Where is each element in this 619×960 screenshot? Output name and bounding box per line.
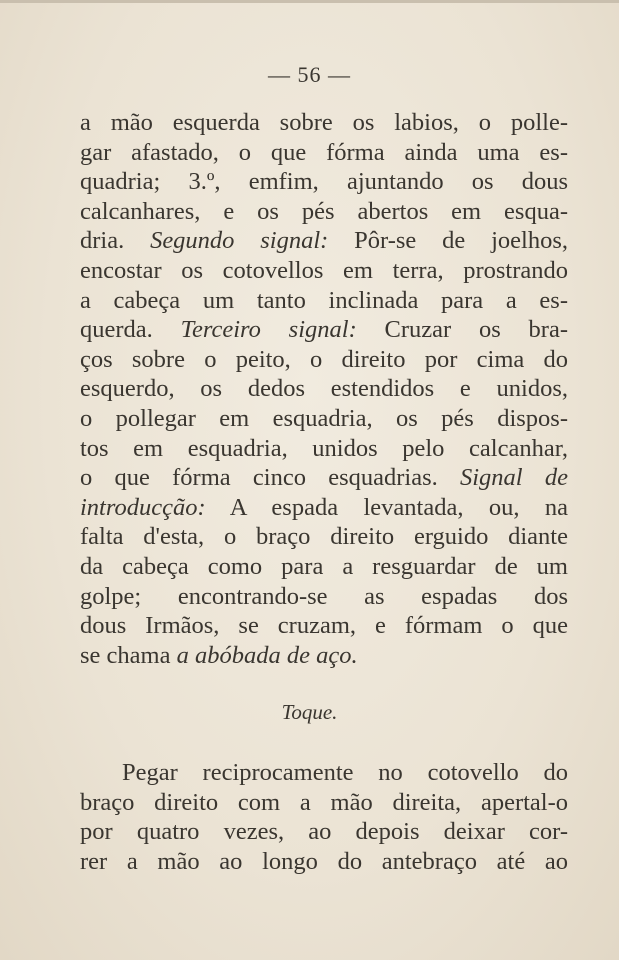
text-line: o que fórma cinco esquadrias. Signal de — [80, 464, 568, 492]
text-line: calcanhares, e os pés abertos em esqua- — [80, 197, 568, 225]
text-line: por quatro vezes, ao depois deixar cor- — [80, 818, 568, 846]
text-line: gar afastado, o que fórma ainda uma es- — [80, 138, 568, 166]
text-line: a cabeça um tanto inclinada para a es- — [80, 286, 568, 314]
page-top-edge — [0, 0, 619, 3]
paragraph-toque — [80, 758, 568, 876]
italic-term: introducção: — [80, 493, 206, 521]
text-line: golpe; encontrando-se as espadas dos — [80, 582, 568, 610]
page-number: — 56 — — [268, 62, 351, 87]
text-line: falta d'esta, o braço direito erguido diante — [80, 523, 568, 551]
italic-term: Signal de — [460, 464, 568, 492]
text-line: o pollegar em esquadria, os pés dispos- — [80, 404, 568, 432]
italic-term: a abóbada de aço. — [176, 641, 358, 669]
text-line: Pegar reciprocamente no cotovello do — [122, 759, 568, 786]
section-title: Toque. — [281, 700, 338, 724]
text-line: da cabeça como para a resguardar de um — [80, 552, 568, 580]
italic-term: Segundo signal: — [150, 227, 329, 255]
text-line: braço direito com a mão direita, apertal-o — [80, 788, 568, 816]
text-line: ços sobre o peito, o direito por cima do — [80, 345, 568, 373]
text-line: esquerdo, os dedos estendidos e unidos, — [80, 375, 568, 403]
text-line: tos em esquadria, unidos pelo calcanhar, — [80, 434, 568, 462]
paragraph-signals — [80, 108, 568, 670]
text-line: introducção: A espada levantada, ou, na — [80, 493, 568, 521]
text-line: dria. Segundo signal: Pôr-se de joelhos, — [80, 227, 568, 255]
text-line: a mão esquerda sobre os labios, o polle- — [80, 109, 568, 136]
text-line: encostar os cotovellos em terra, prostrando — [80, 256, 568, 284]
text-line: rer a mão ao longo do antebraço até ao — [80, 847, 568, 875]
text-line: dous Irmãos, se cruzam, e fórmam o que — [80, 612, 568, 640]
italic-term: Terceiro signal: — [180, 316, 357, 344]
text-line: quadria; 3.º, emfim, ajuntando os dous — [80, 168, 568, 196]
text-line: querda. Terceiro signal: Cruzar os bra- — [80, 316, 568, 344]
text-line: se chama a abóbada de aço. — [80, 641, 358, 669]
